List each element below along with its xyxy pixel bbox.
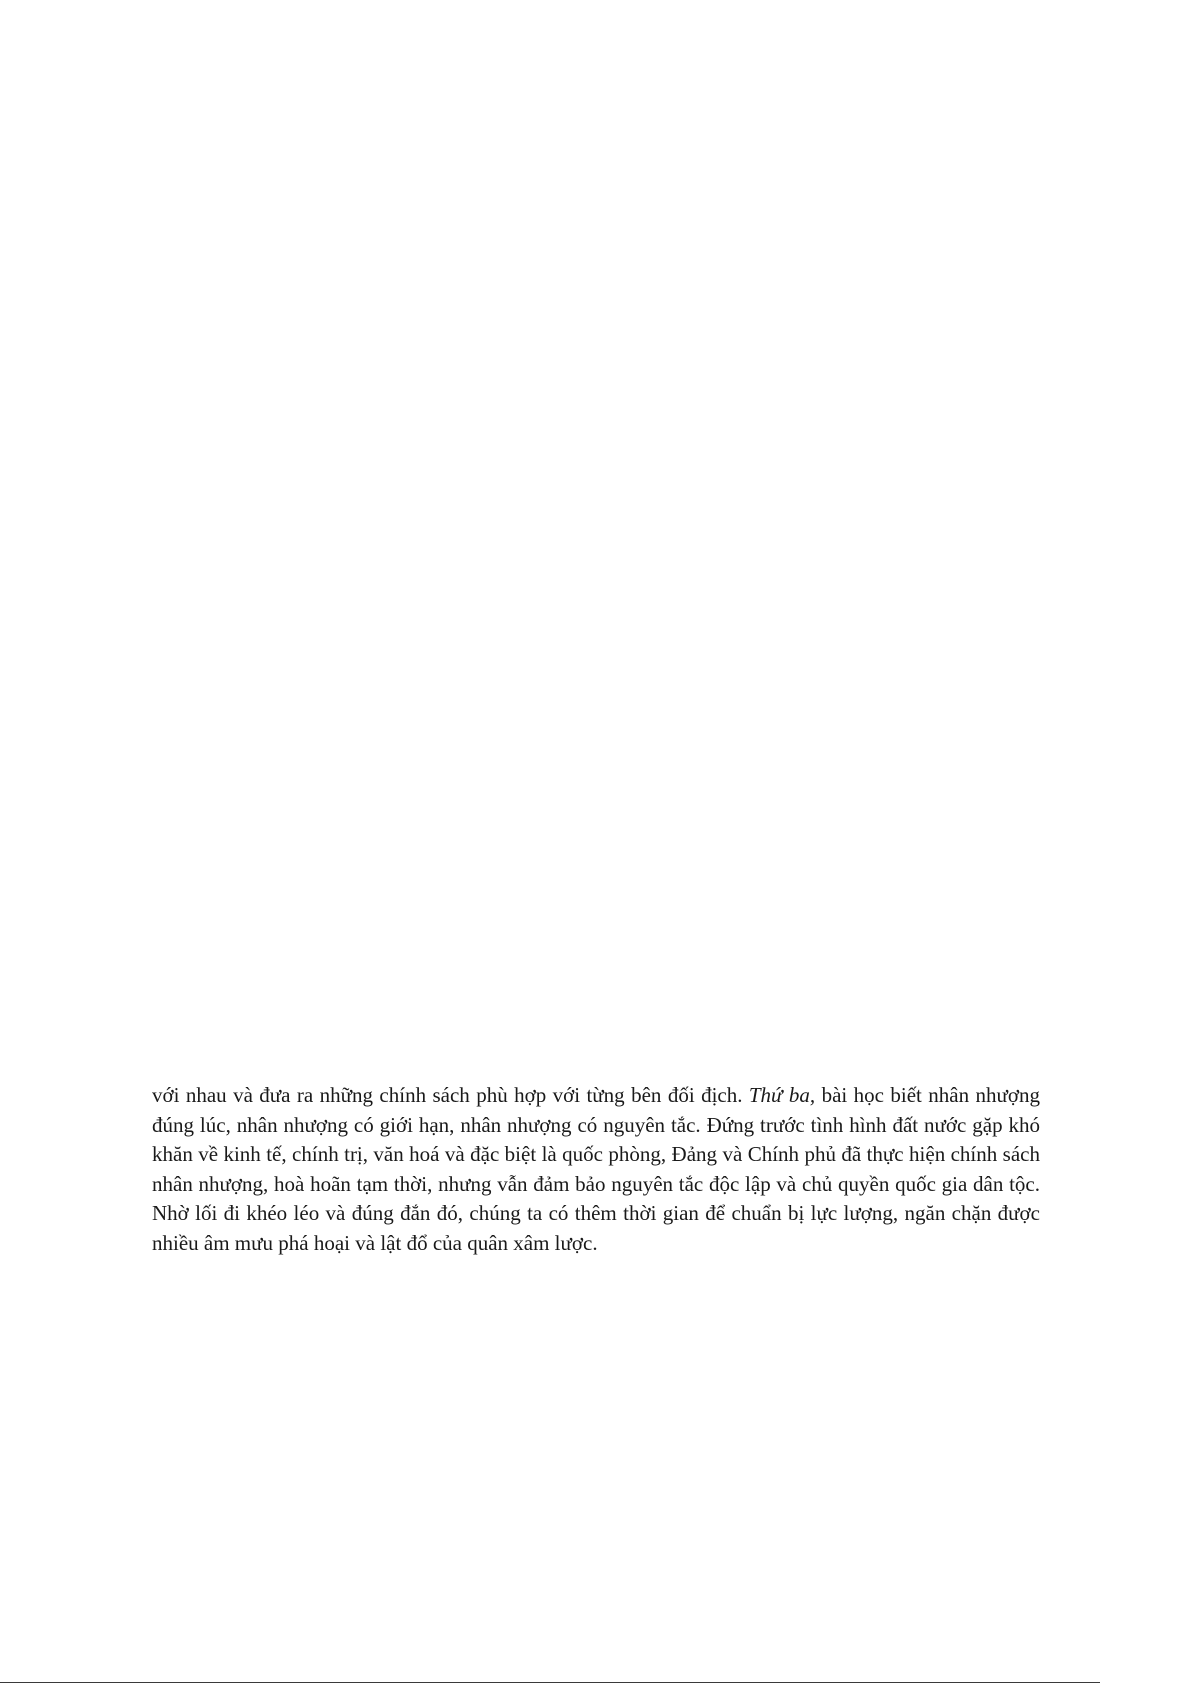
- footer-divider: [0, 1682, 1100, 1683]
- paragraph-text-start: với nhau và đưa ra những chính sách phù hợp với từng bên đối địch.: [152, 1083, 749, 1107]
- paragraph-text-rest: bài học biết nhân nhượng đúng lúc, nhân nhượng có giới hạn, nhân nhượng có nguyên tắc. Đứng trước tình hình đất nước gặp khó khăn về kinh tế, chính trị, văn hoá và đặc biệt là quốc phòng, Đảng và Chính phủ đã thực hiện chính sách nhân nhượng, hoà hoãn tạm thời, nhưng vẫn đảm bảo nguyên tắc độc lập và chủ quyền quốc gia dân tộc. Nhờ lối đi khéo léo và đúng đắn đó, chúng ta có thêm thời gian để chuẩn bị lực lượng, ngăn chặn được nhiều âm mưu phá hoại và lật đổ của quân xâm lược.: [152, 1083, 1040, 1255]
- body-paragraph: [152, 1081, 1040, 1259]
- emphasis-text: Thứ ba,: [748, 1083, 816, 1107]
